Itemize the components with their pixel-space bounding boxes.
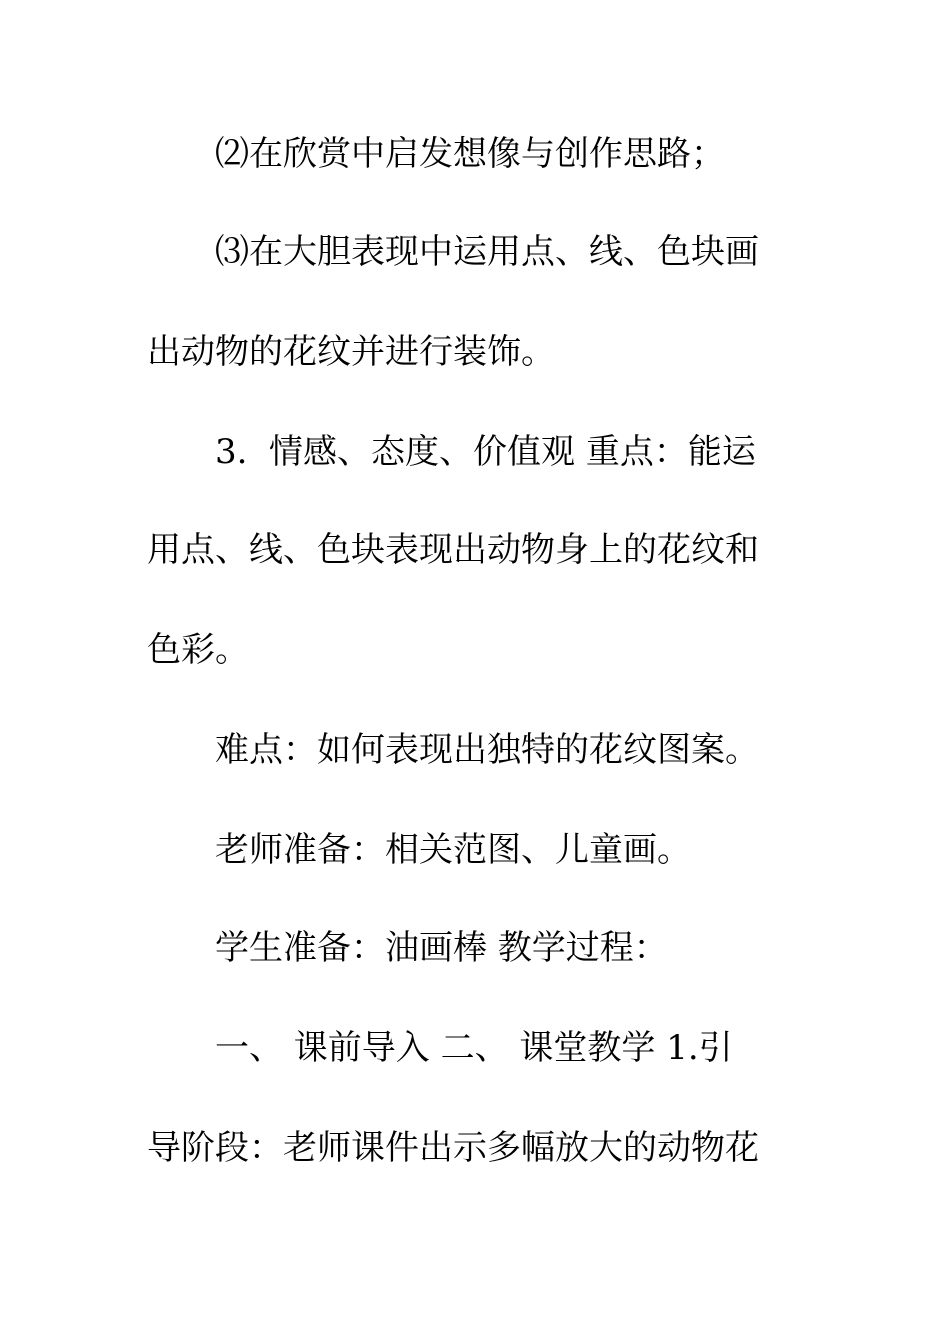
- text-line-4: 3. 情感、态度、价值观 重点：能运: [215, 432, 756, 472]
- text-line-1: ⑵在欣赏中启发想像与创作思路；: [215, 134, 725, 174]
- text-line-7: 难点：如何表现出独特的花纹图案。: [215, 730, 759, 770]
- text-line-6: 色彩。: [147, 630, 249, 670]
- text-line-8: 老师准备：相关范图、儿童画。: [215, 830, 691, 870]
- text-line-3: 出动物的花纹并进行装饰。: [147, 332, 555, 372]
- text-line-10: 一、 课前导入 二、 课堂教学 1.引: [215, 1028, 733, 1068]
- text-line-5: 用点、线、色块表现出动物身上的花纹和: [147, 530, 759, 570]
- text-line-2: ⑶在大胆表现中运用点、线、色块画: [215, 232, 759, 272]
- text-line-9: 学生准备：油画棒 教学过程：: [215, 928, 668, 968]
- text-line-11: 导阶段：老师课件出示多幅放大的动物花: [147, 1128, 759, 1168]
